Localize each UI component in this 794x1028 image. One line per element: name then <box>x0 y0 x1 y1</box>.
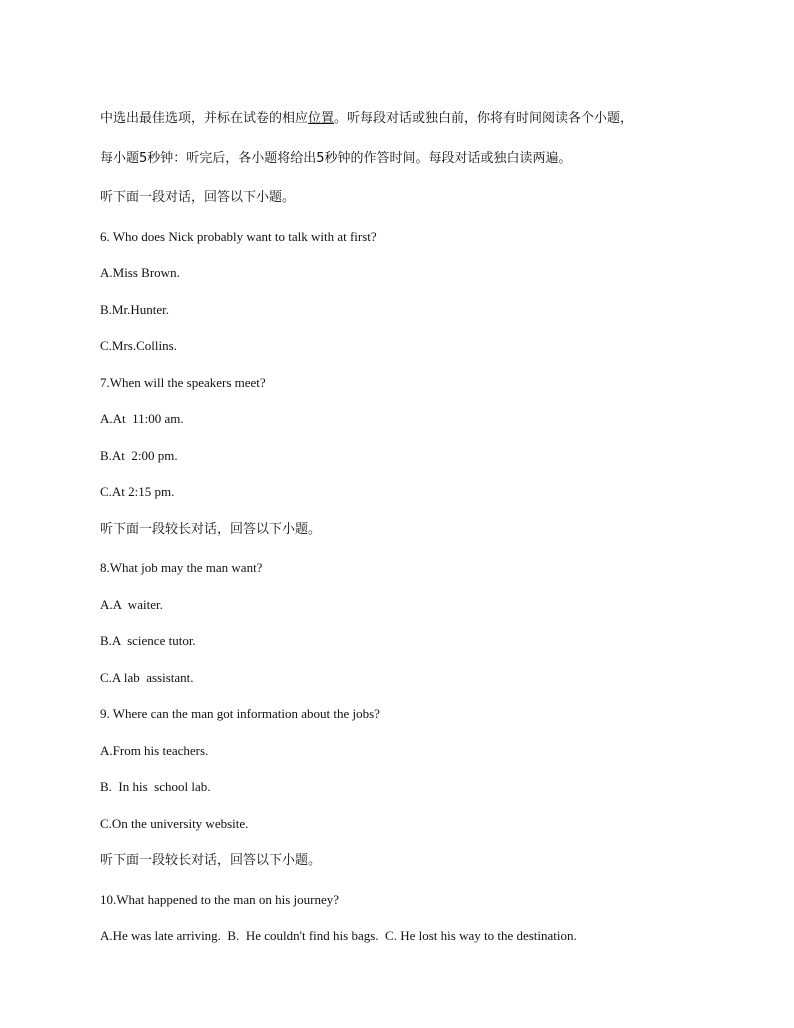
answer-option: B.Mr.Hunter. <box>100 302 169 317</box>
answer-option: A.From his teachers. <box>100 743 209 758</box>
question-stem: 8.What job may the man want? <box>100 560 263 575</box>
answer-option: C.Mrs.Collins. <box>100 338 177 353</box>
instructions-text: 。听每段对话或独白前，你将有时间阅读各个小题， <box>334 111 634 126</box>
section-heading: 听下面一段较长对话，回答以下小题。 <box>100 853 322 868</box>
section-heading: 听下面一段对话，回答以下小题。 <box>100 190 296 205</box>
answer-option: B. In his school lab. <box>100 779 211 794</box>
answer-option: C.At 2:15 pm. <box>100 484 175 499</box>
question-stem: 10.What happened to the man on his journey? <box>100 892 339 907</box>
instructions-text: 中选出最佳选项，并标在试卷的相应 <box>100 111 309 126</box>
question-stem: 7.When will the speakers meet? <box>100 375 266 390</box>
question-stem: 6. Who does Nick probably want to talk with at first? <box>100 229 377 244</box>
question-stem: 9. Where can the man got information about the jobs? <box>100 706 380 721</box>
instructions-line-1 <box>100 111 633 127</box>
instructions-line-2: 每小题5秒钟：听完后，各小题将给出5秒钟的作答时间。每段对话或独白读两遍。 <box>100 151 572 166</box>
answer-option: B.At 2:00 pm. <box>100 448 178 463</box>
answer-option: B.A science tutor. <box>100 633 196 648</box>
answer-options-inline: A.He was late arriving. B. He couldn't find his bags. C. He lost his way to the destination. <box>100 928 577 943</box>
answer-option: A.Miss Brown. <box>100 265 180 280</box>
section-heading: 听下面一段较长对话，回答以下小题。 <box>100 522 322 537</box>
answer-option: A.At 11:00 am. <box>100 411 184 426</box>
answer-option: C.A lab assistant. <box>100 670 194 685</box>
answer-option: A.A waiter. <box>100 597 163 612</box>
answer-option: C.On the university website. <box>100 816 249 831</box>
underlined-term: 位置 <box>308 111 335 126</box>
